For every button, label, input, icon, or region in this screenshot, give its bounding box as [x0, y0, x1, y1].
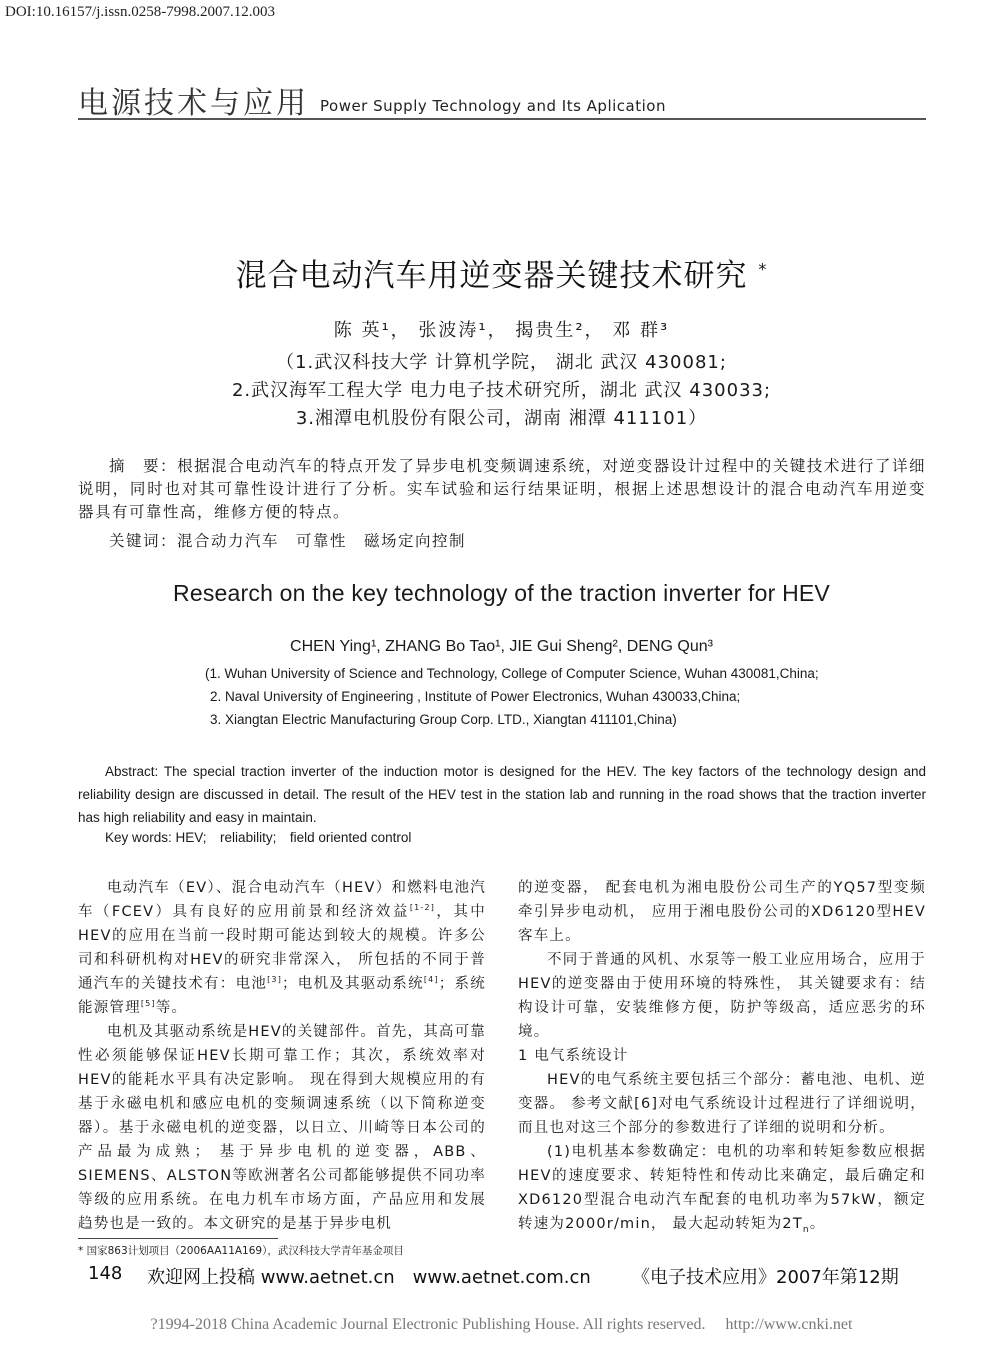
keywords-cn-label: 关键词： [109, 532, 178, 550]
abstract-cn-text: 根据混合电动汽车的特点开发了异步电机变频调速系统，对逆变器设计过程中的关键技术进行了详细说明，同时也对其可靠性设计进行了分析。实车试验和运行结果证明，根据上述思想设计的混合电动汽车用逆变器具有可靠性高，维修方便的特点。 [78, 457, 926, 521]
abstract-cn-label: 摘 要： [109, 457, 178, 475]
affiliation-cn-2: 2.武汉海军工程大学 电力电子技术研究所，湖北 武汉 430033; [231, 380, 772, 401]
column-title-en: Power Supply Technology and Its Aplication [320, 97, 666, 115]
body-text: 等。 [155, 1000, 188, 1016]
citation: [5] [140, 999, 156, 1009]
body-paragraph: 不同于普通的风机、水泵等一般工业应用场合，应用于HEV的逆变器由于使用环境的特殊性， 其关键要求有：结构设计可靠，安装维修方便，防护等级高，适应恶劣的环境。 [518, 952, 926, 1040]
citation: [3] [267, 975, 283, 985]
body-paragraph [518, 1140, 926, 1236]
affiliation-cn-1: （1.武汉科技大学 计算机学院， 湖北 武汉 430081; [276, 352, 727, 373]
abstract-en-text: The special traction inverter of the induction motor is designed for the HEV. The key factors of the technology design and reliability design are discussed in detail. The result of the HEV test in the station lab and running in the road shows that the traction inverter has high reliability and easy in maintain. [78, 764, 926, 825]
citation: [4] [423, 975, 439, 985]
page-number: 148 [88, 1263, 123, 1284]
keywords-en-label: Key words: [105, 830, 172, 845]
affiliation-en-1: (1. Wuhan University of Science and Technology, College of Computer Science, Wuhan 430081,China; [205, 666, 819, 681]
header-rule [78, 118, 926, 120]
body-text: ，其中HEV的应用在当前一段时期可能达到较大的规模。许多公司和科研机构对HEV的研究非常深入， 所包括的不同于普通汽车的关键技术有：电池 [78, 904, 486, 992]
affiliation-en-2: 2. Naval University of Engineering , Institute of Power Electronics, Wuhan 430033,China; [210, 689, 741, 704]
citation: [1-2] [409, 903, 436, 913]
copyright-line: ?1994-2018 China Academic Journal Electronic Publishing House. All rights reserved. http://www.cnki.net [150, 1316, 853, 1333]
column-title-cn: 电源技术与应用 [78, 86, 309, 121]
paper-title [0, 250, 1003, 295]
body-paragraph: HEV的电气系统主要包括三个部分：蓄电池、电机、逆变器。 参考文献[6]对电气系统设计过程进行了详细说明，而且也对这三个部分的参数进行了详细的说明和分析。 [518, 1072, 926, 1136]
abstract-cn [78, 455, 926, 524]
footnote: * 国家863计划项目（2006AA11A169），武汉科技大学青年基金项目 [78, 1245, 404, 1257]
journal-issue: 《电子技术应用》2007年第12期 [632, 1267, 899, 1288]
keywords-cn-text: 混合动力汽车 可靠性 磁场定向控制 [177, 532, 467, 550]
body-paragraph [78, 876, 486, 1020]
body-text: 电动汽车（EV）、混合电动汽车（HEV）和燃料电池汽车（FCEV）具有良好的应用前景和经济效益 [78, 880, 486, 920]
body-paragraph: 的逆变器， 配套电机为湘电股份公司生产的YQ57型变频牵引异步电动机， 应用于湘电股份公司的XD6120型HEV客车上。 [518, 880, 926, 944]
authors-en: CHEN Ying¹, ZHANG Bo Tao¹, JIE Gui Sheng², DENG Qun³ [290, 638, 713, 655]
affiliation-en-3: 3. Xiangtan Electric Manufacturing Group Corp. LTD., Xiangtan 411101,China) [210, 712, 677, 727]
doi-line: DOI:10.16157/j.issn.0258-7998.2007.12.003 [5, 4, 275, 20]
abstract-en-label: Abstract: [105, 764, 159, 779]
body-text: (1)电机基本参数确定：电机的功率和转矩参数应根据HEV的速度要求、转矩特性和传动比来确定，最后确定和XD6120型混合电动汽车配套的电机功率为57kW，额定转速为2000r/min， 最大起动转矩为2T [518, 1144, 926, 1232]
keywords-en [78, 826, 926, 849]
title-footnote-mark: * [758, 259, 768, 279]
footnote-rule [78, 1238, 278, 1239]
paper-title-text: 混合电动汽车用逆变器关键技术研究 [235, 258, 748, 294]
body-column-left [78, 876, 486, 1236]
authors-cn: 陈 英¹， 张波涛¹， 揭贵生²， 邓 群³ [333, 320, 670, 341]
body-text: ；系统能源管理 [78, 976, 486, 1016]
section-heading: 1 电气系统设计 [518, 1048, 629, 1064]
keywords-cn [78, 530, 926, 553]
subscript: n [802, 1224, 810, 1235]
body-paragraph: 电机及其驱动系统是HEV的关键部件。首先，其高可靠性必须能够保证HEV长期可靠工作；其次，系统效率对HEV的能耗水平具有决定影响。 现在得到大规模应用的有基于永磁电机和感应电机的变频调速系统（以下简称逆变器）。基于永磁电机的逆变器，以日立、川崎等日本公司的产品最为成熟； 基于异步电机的逆变器，ABB、SIEMENS、ALSTON等欧洲著名公司都能够提供不同功率等级的应用系统。在电力机车市场方面，产品应用和发展趋势也是一致的。本文研究的是基于异步电机 [78, 1024, 486, 1232]
submission-info: 欢迎网上投稿 www.aetnet.cn www.aetnet.com.cn [147, 1267, 591, 1288]
keywords-en-text: HEV; reliability; field oriented control [175, 830, 412, 845]
body-column-right [518, 876, 926, 1236]
affiliation-cn-3: 3.湘潭电机股份有限公司，湖南 湘潭 411101） [295, 408, 708, 429]
abstract-en [78, 760, 926, 829]
body-text: ；电机及其驱动系统 [282, 976, 424, 992]
body-text: 。 [809, 1216, 826, 1232]
paper-title-en: Research on the key technology of the traction inverter for HEV [173, 580, 830, 606]
